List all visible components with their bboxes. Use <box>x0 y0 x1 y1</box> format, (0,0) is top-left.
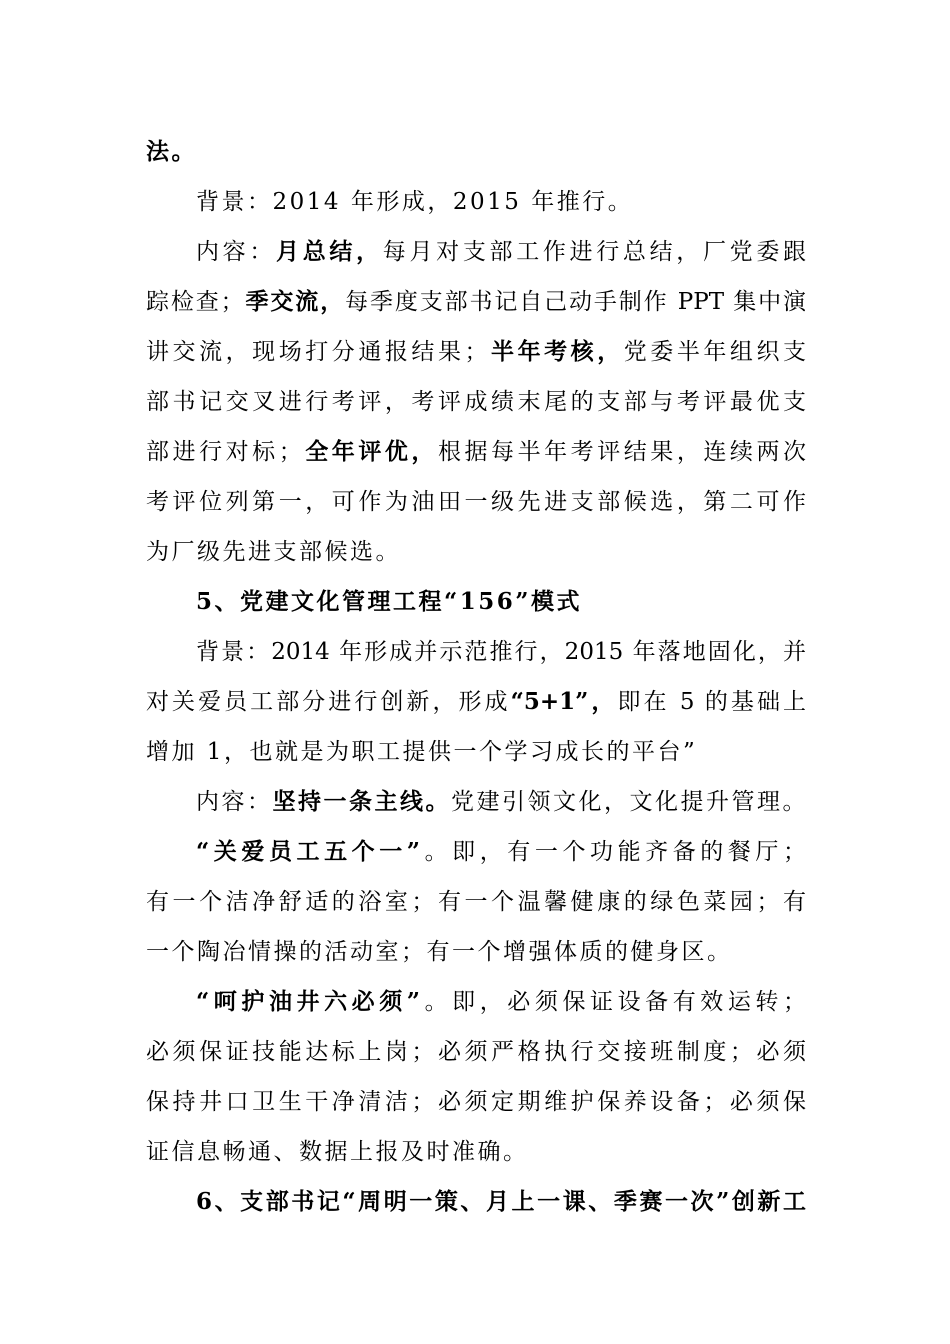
text-line <box>196 837 806 867</box>
text-segment: 党建引领文化，文化提升管理。 <box>451 789 808 815</box>
text-line <box>196 237 806 267</box>
text-line <box>196 187 806 217</box>
text-line <box>146 537 806 567</box>
text-line <box>146 337 806 367</box>
section-heading <box>196 587 806 617</box>
bold-text-segment: “5+1”， <box>510 688 618 715</box>
text-segment: 增加 1，也就是为职工提供一个学习成长的平台” <box>146 739 698 765</box>
text-segment: 保持井口卫生干净清洁；必须定期维护保养设备；必须保 <box>146 1089 806 1115</box>
text-segment: 背景：2014 年形成，2015 年推行。 <box>196 189 634 215</box>
text-segment: 一个陶冶情操的活动室；有一个增强体质的健身区。 <box>146 939 733 965</box>
text-segment: 党委半年组织支 <box>623 339 807 365</box>
text-segment: 每月对支部工作进行总结，厂党委跟 <box>382 239 807 265</box>
text-line <box>196 987 806 1017</box>
text-line <box>146 287 806 317</box>
text-segment: 内容： <box>196 239 277 265</box>
text-line <box>146 1037 806 1067</box>
text-segment: 根据每半年考评结果，连续两次 <box>437 439 807 465</box>
text-segment: 即在 5 的基础上 <box>617 689 806 715</box>
bold-text-segment: “关爱员工五个一” <box>196 838 421 865</box>
bold-text-segment: 5、党建文化管理工程“156”模式 <box>196 588 582 615</box>
bold-text-segment: 全年评优， <box>301 438 438 465</box>
text-segment: 踪检查； <box>146 289 244 315</box>
text-line <box>146 1087 806 1117</box>
text-segment: 证信息畅通、数据上报及时准确。 <box>146 1139 529 1165</box>
text-line <box>146 937 806 967</box>
text-segment: 。即，必须保证设备有效运转； <box>420 989 807 1015</box>
bold-text-segment: 6、支部书记“周明一策、月上一课、季赛一次”创新工 <box>196 1188 806 1215</box>
section-heading <box>196 1187 806 1217</box>
text-segment: 。即，有一个功能齐备的餐厅； <box>420 839 807 865</box>
text-line <box>146 437 806 467</box>
text-segment: 为厂级先进支部候选。 <box>146 539 401 565</box>
text-line <box>146 487 806 517</box>
text-segment: 讲交流，现场打分通报结果； <box>146 339 488 365</box>
bold-text-segment: “呵护油井六必须” <box>196 988 421 1015</box>
text-segment: 内容： <box>196 789 273 815</box>
text-line <box>146 687 806 717</box>
text-segment: 背景：2014 年形成并示范推行，2015 年落地固化，并 <box>196 639 806 665</box>
text-segment: 对关爱员工部分进行创新，形成 <box>146 689 511 715</box>
text-line <box>196 637 806 667</box>
bold-text-segment: 坚持一条主线。 <box>272 788 451 815</box>
text-segment: 考评位列第一，可作为油田一级先进支部候选，第二可作 <box>146 489 806 515</box>
text-segment: 部书记交叉进行考评，考评成绩末尾的支部与考评最优支 <box>146 389 806 415</box>
text-line <box>146 887 806 917</box>
bold-text-segment: 半年考核， <box>487 338 624 365</box>
text-line <box>146 737 806 767</box>
text-segment: 有一个洁净舒适的浴室；有一个温馨健康的绿色菜园；有 <box>146 889 806 915</box>
text-segment: 必须保证技能达标上岗；必须严格执行交接班制度；必须 <box>146 1039 806 1065</box>
text-segment: 部进行对标； <box>146 439 302 465</box>
bold-text-segment: 季交流， <box>243 288 346 315</box>
text-line <box>196 787 806 817</box>
bold-text-segment: 月总结， <box>276 238 383 265</box>
text-segment: 每季度支部书记自己动手制作 PPT 集中演 <box>345 289 807 315</box>
bold-text-segment: 法。 <box>146 138 197 165</box>
text-line <box>146 1137 806 1167</box>
text-line <box>146 137 806 167</box>
text-line <box>146 387 806 417</box>
